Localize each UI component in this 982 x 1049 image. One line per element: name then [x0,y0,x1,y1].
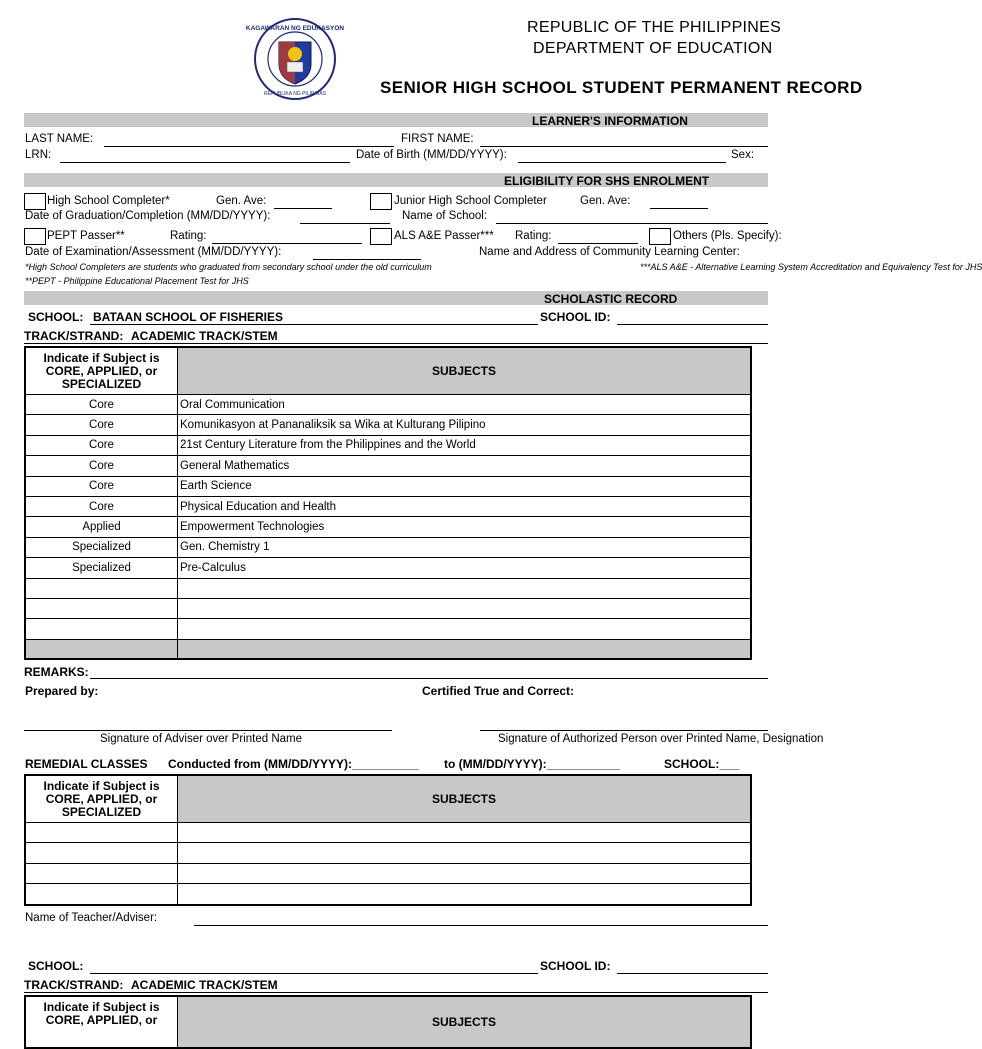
subject-name-cell[interactable]: Komunikasyon at Pananaliksik sa Wika at Kulturang Pilipino [178,415,752,435]
remedial-subject-cell[interactable] [178,863,752,883]
hs-gen-ave-field[interactable] [274,208,332,209]
subject-name-cell[interactable]: Empowerment Technologies [178,517,752,537]
subject-type-cell[interactable]: Specialized [25,537,178,557]
table-row [25,395,751,415]
remarks-label: REMARKS: [24,665,89,679]
table-footer-row [25,639,751,659]
remedial-school: SCHOOL:___ [664,757,740,771]
pept-rating-field[interactable] [212,243,362,244]
hs-completer-checkbox[interactable] [24,193,46,210]
last-name-field[interactable] [104,146,394,147]
track-value: ACADEMIC TRACK/STEM [131,329,278,343]
school-id-label: SCHOOL ID: [540,310,611,324]
teacher-adviser-label: Name of Teacher/Adviser: [25,912,158,924]
subject-type-cell[interactable] [25,578,178,598]
remedial-type-cell[interactable] [25,884,178,905]
others-label: Others (Pls. Specify): [673,230,782,242]
subject-type-cell[interactable]: Core [25,415,178,435]
als-rating-field[interactable] [558,243,638,244]
subject-name-cell[interactable]: General Mathematics [178,456,752,476]
jhs-completer-label: Junior High School Completer [394,195,547,207]
hs-gen-ave-label: Gen. Ave: [216,195,267,207]
remedial-col-type-header: Indicate if Subject is CORE, APPLIED, or SPECIALIZED [25,775,178,823]
lrn-label: LRN: [25,149,52,161]
subject-name-cell[interactable] [178,619,752,639]
table-row [25,476,751,496]
remedial-type-cell[interactable] [25,823,178,843]
header-department: DEPARTMENT OF EDUCATION [533,40,773,57]
remedial-type-cell[interactable] [25,843,178,863]
remedial-row [25,884,751,905]
subject-name-cell[interactable] [178,578,752,598]
remedial-type-cell[interactable] [25,863,178,883]
note-pept: **PEPT - Philippine Educational Placement Test for JHS [25,276,249,286]
jhs-gen-ave-label: Gen. Ave: [580,195,631,207]
remedial-subject-cell[interactable] [178,823,752,843]
second-header-row [25,996,751,1048]
table-row [25,456,751,476]
remedial-row [25,823,751,843]
note-hs-completer: *High School Completers are students who graduated from secondary school under the old curriculum [25,262,432,272]
table-row [25,558,751,578]
subject-name-cell[interactable]: Pre-Calculus [178,558,752,578]
second-track-label: TRACK/STRAND: [24,978,124,992]
date-graduation-label: Date of Graduation/Completion (MM/DD/YYYY): [25,210,271,222]
eligibility-heading: ELIGIBILITY FOR SHS ENROLMENT [504,174,710,188]
second-scholastic-table [24,995,752,1049]
table-row [25,537,751,557]
first-name-label: FIRST NAME: [401,133,474,145]
second-school-id-label: SCHOOL ID: [540,959,611,973]
footer-cell [178,639,752,659]
second-track-line [24,992,768,993]
others-checkbox[interactable] [649,228,671,245]
subject-name-cell[interactable]: Earth Science [178,476,752,496]
remedial-row [25,863,751,883]
track-label: TRACK/STRAND: [24,329,124,343]
subject-type-cell[interactable]: Core [25,395,178,415]
table-row [25,517,751,537]
subject-type-cell[interactable]: Core [25,435,178,455]
scholastic-table [24,346,752,660]
subject-type-cell[interactable] [25,598,178,618]
second-col-subjects-header: SUBJECTS [178,996,752,1048]
remedial-header-row [25,775,751,823]
first-name-field[interactable] [480,146,768,147]
remedial-conducted-from: Conducted from (MM/DD/YYYY):__________ [168,757,419,771]
learner-info-heading: LEARNER'S INFORMATION [532,114,688,128]
svg-text:KAGAWARAN NG EDUKASYON: KAGAWARAN NG EDUKASYON [245,25,345,32]
teacher-adviser-field[interactable] [194,925,768,926]
als-checkbox[interactable] [370,228,392,245]
table-header-row [25,347,751,395]
table-row [25,619,751,639]
table-row [25,496,751,516]
remedial-table [24,774,752,906]
remedial-label: REMEDIAL CLASSES [25,757,148,771]
authorized-signature-line[interactable] [480,730,768,731]
table-row [25,415,751,435]
second-school-id-field[interactable] [617,973,768,974]
footer-cell [25,639,178,659]
date-exam-label: Date of Examination/Assessment (MM/DD/YYYY): [25,246,282,258]
second-track-value: ACADEMIC TRACK/STEM [131,978,278,992]
subject-name-cell[interactable] [178,598,752,618]
subject-name-cell[interactable]: Oral Communication [178,395,752,415]
dob-field[interactable] [518,162,726,163]
lrn-field[interactable] [60,162,350,163]
subject-type-cell[interactable]: Core [25,456,178,476]
subject-type-cell[interactable]: Applied [25,517,178,537]
sex-label: Sex: [731,149,755,161]
jhs-gen-ave-field[interactable] [650,208,708,209]
date-graduation-field[interactable] [300,223,390,224]
pept-checkbox[interactable] [24,228,46,245]
school-value: BATAAN SCHOOL OF FISHERIES [93,310,284,324]
adviser-signature-caption: Signature of Adviser over Printed Name [100,733,302,745]
note-als: ***ALS A&E - Alternative Learning System Accreditation and Equivalency Test for JHS [640,262,982,272]
school-id-field[interactable] [617,324,768,325]
table-row [25,435,751,455]
header-republic: REPUBLIC OF THE PHILIPPINES [527,19,782,36]
scholastic-heading: SCHOLASTIC RECORD [544,292,678,306]
remedial-subject-cell[interactable] [178,843,752,863]
subject-type-cell[interactable] [25,619,178,639]
hs-completer-label: High School Completer* [47,195,170,207]
track-line [24,343,768,344]
col-type-header: Indicate if Subject is CORE, APPLIED, or SPECIALIZED [25,347,178,395]
second-school-label: SCHOOL: [28,959,84,973]
pept-label: PEPT Passer** [47,230,125,242]
adviser-signature-line[interactable] [24,730,392,731]
name-of-school-field[interactable] [496,223,768,224]
page-title: SENIOR HIGH SCHOOL STUDENT PERMANENT RECORD [380,78,863,97]
date-exam-field[interactable] [313,259,421,260]
als-rating-label: Rating: [515,230,552,242]
remarks-field[interactable] [90,678,768,679]
certified-label: Certified True and Correct: [422,684,575,698]
subject-type-cell[interactable]: Core [25,476,178,496]
clc-label: Name and Address of Community Learning Center: [479,246,740,258]
subject-type-cell[interactable]: Specialized [25,558,178,578]
deped-seal-logo [242,18,348,100]
name-of-school-label: Name of School: [402,210,488,222]
als-label: ALS A&E Passer*** [394,230,494,242]
subject-name-cell[interactable]: Physical Education and Health [178,496,752,516]
jhs-completer-checkbox[interactable] [370,193,392,210]
remedial-col-subjects-header: SUBJECTS [178,775,752,823]
prepared-by-label: Prepared by: [25,684,99,698]
subject-type-cell[interactable]: Core [25,496,178,516]
second-col-type-header: Indicate if Subject is CORE, APPLIED, or [25,996,178,1048]
remedial-to: to (MM/DD/YYYY):___________ [444,757,621,771]
pept-rating-label: Rating: [170,230,207,242]
school-field-line [90,324,538,325]
remedial-subject-cell[interactable] [178,884,752,905]
school-label: SCHOOL: [28,310,84,324]
dob-label: Date of Birth (MM/DD/YYYY): [356,149,507,161]
subject-name-cell[interactable]: Gen. Chemistry 1 [178,537,752,557]
last-name-label: LAST NAME: [25,133,94,145]
table-row [25,598,751,618]
authorized-signature-caption: Signature of Authorized Person over Printed Name, Designation [498,733,824,745]
remedial-row [25,843,751,863]
table-row [25,578,751,598]
col-subjects-header: SUBJECTS [178,347,752,395]
svg-text:REPUBLIKA NG PILIPINAS: REPUBLIKA NG PILIPINAS [264,91,326,97]
second-school-field[interactable] [90,973,538,974]
subject-name-cell[interactable]: 21st Century Literature from the Philippines and the World [178,435,752,455]
